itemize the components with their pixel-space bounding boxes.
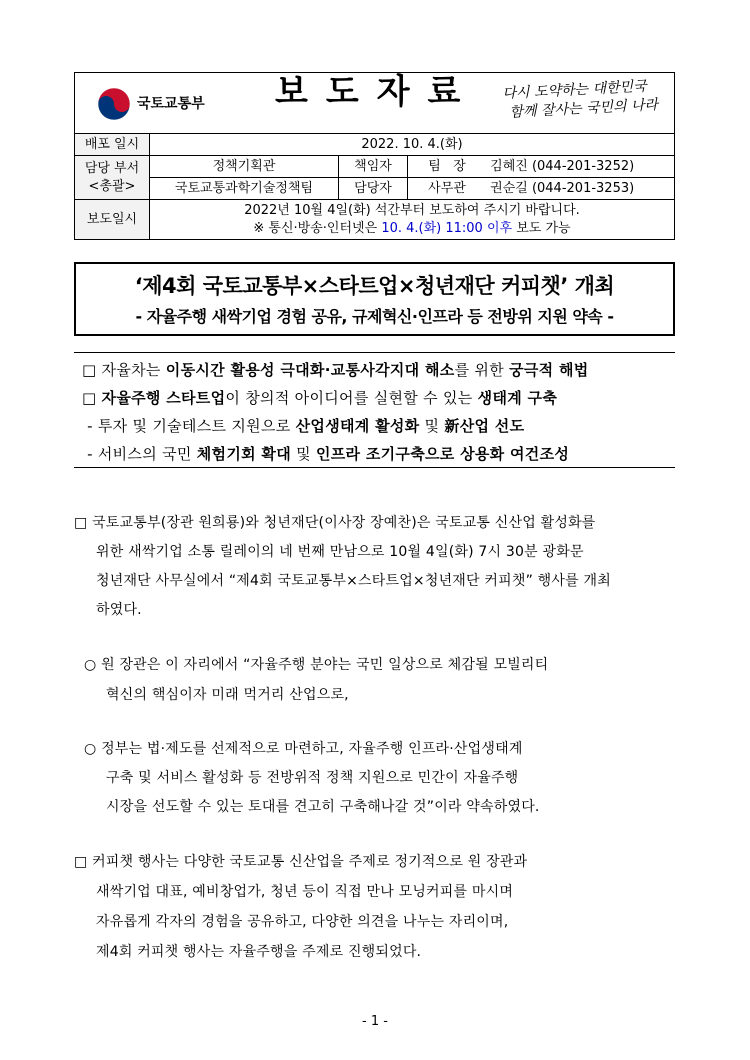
role-1: 책임자 [339, 156, 408, 178]
summary-line [82, 359, 589, 380]
summary-emph: 인프라 조기구축으로 상용화 여건조성 [315, 445, 570, 463]
slogan [502, 77, 658, 123]
body-p3-line: 시장을 선도할 수 있는 토대를 견고히 구축해나갈 것”이라 약속하였다. [106, 799, 540, 815]
body-p4-line: □ 커피챗 행사는 다양한 국토교통 신산업을 주제로 정기적으로 원 장관과 [74, 854, 528, 870]
summary-text: - 투자 및 기술테스트 지원으로 [82, 417, 296, 435]
dept-label-sub: <총괄> [88, 178, 136, 194]
summary-emph: 생태계 구축 [477, 389, 558, 407]
headline-box [74, 262, 675, 336]
release-info [150, 200, 675, 240]
press-header-table [74, 72, 675, 240]
contact-row-1 [408, 156, 675, 178]
summary-box [74, 352, 675, 468]
summary-text: □ [82, 389, 102, 407]
ministry-emblem-icon [97, 87, 131, 121]
summary-line [82, 443, 569, 464]
summary-line [82, 387, 557, 408]
release-line-2 [150, 220, 674, 238]
contact-1: 김혜진 (044-201-3252) [490, 158, 635, 174]
header-banner [75, 73, 675, 134]
dept-label-cell [75, 156, 150, 200]
summary-text: □ 자율차는 [82, 361, 166, 379]
body-p2-line: ○ 원 장관은 이 자리에서 “자율주행 분야는 국민 일상으로 체감될 모빌리티 [84, 657, 549, 673]
summary-text: 및 [291, 445, 316, 463]
contact-row-2 [408, 178, 675, 200]
summary-text: 및 [419, 417, 445, 435]
page-number: - 1 - [362, 1014, 388, 1029]
summary-emph: 이동시간 활용성 극대화·교통사각지대 해소 [165, 361, 455, 379]
release-prefix: ※ 통신·방송·인터넷은 [253, 220, 378, 236]
body-p1-line: 청년재단 사무실에서 “제4회 국토교통부×스타트업×청년재단 커피챗” 행사를 개최 [96, 573, 611, 589]
summary-text: 를 위한 [454, 361, 510, 379]
summary-emph: 체험기회 확대 [196, 445, 291, 463]
ministry-name: 국토교통부 [137, 96, 205, 112]
summary-emph: 궁극적 해법 [509, 361, 589, 379]
press-release-title: 보도자료 [275, 72, 479, 112]
body-p4-line: 제4회 커피챗 행사는 자율주행을 주제로 진행되었다. [96, 944, 422, 960]
release-line-1: 2022년 10월 4일(화) 석간부터 보도하여 주시기 바랍니다. [244, 202, 580, 218]
role-2: 담당자 [339, 178, 408, 200]
headline: ‘제4회 국토교통부×스타트업×청년재단 커피챗’ 개최 [134, 274, 615, 298]
title-2: 사무관 [428, 180, 466, 196]
summary-text: 이 창의적 아이디어를 실현할 수 있는 [225, 389, 478, 407]
subheadline: - 자율주행 새싹기업 경험 공유, 규제혁신·인프라 등 전방위 지원 약속 - [135, 307, 614, 326]
dept-name-2: 국토교통과학기술정책팀 [150, 178, 339, 200]
body-p1-line: □ 국토교통부(장관 원희룡)와 청년재단(이사장 장예찬)은 국토교통 신산업 활성화를 [74, 515, 596, 531]
body-p2-line: 혁신의 핵심이자 미래 먹거리 산업으로, [106, 687, 349, 703]
body-p3-line: 구축 및 서비스 활성화 등 전방위적 정책 지원으로 민간이 자율주행 [106, 770, 519, 786]
dept-name-1: 정책기획관 [150, 156, 339, 178]
body-p3-line: ○ 정부는 법·제도를 선제적으로 마련하고, 자율주행 인프라·산업생태계 [84, 741, 523, 757]
body-p1-line: 하였다. [96, 602, 142, 618]
summary-emph: 산업생태계 활성화 [295, 417, 420, 435]
summary-emph: 新산업 선도 [444, 417, 525, 435]
distribution-date: 2022. 10. 4.(화) [150, 134, 675, 156]
release-suffix: 보도 가능 [516, 220, 571, 236]
release-label: 보도일시 [75, 200, 150, 240]
summary-emph: 자율주행 스타트업 [101, 389, 226, 407]
body-p4-line: 새싹기업 대표, 예비창업가, 청년 등이 직접 만나 모닝커피를 마시며 [96, 884, 514, 900]
distribution-label: 배포 일시 [75, 134, 150, 156]
dept-label: 담당 부서 [84, 160, 140, 176]
summary-line [82, 415, 524, 436]
title-1: 팀 장 [428, 158, 466, 174]
slogan-line-1: 다시 도약하는 대한민국 [502, 78, 647, 103]
body-p4-line: 자유롭게 각자의 경험을 공유하고, 다양한 의견을 나누는 자리이며, [96, 914, 509, 930]
slogan-line-2: 함께 잘사는 국민의 나라 [509, 96, 659, 121]
contact-2: 권순길 (044-201-3253) [490, 180, 635, 196]
body-p1-line: 위한 새싹기업 소통 릴레이의 네 번째 만남으로 10월 4일(화) 7시 30분 광화문 [96, 544, 584, 560]
summary-text: - 서비스의 국민 [82, 445, 197, 463]
release-time: 10. 4.(화) 11:00 이후 [381, 220, 513, 236]
